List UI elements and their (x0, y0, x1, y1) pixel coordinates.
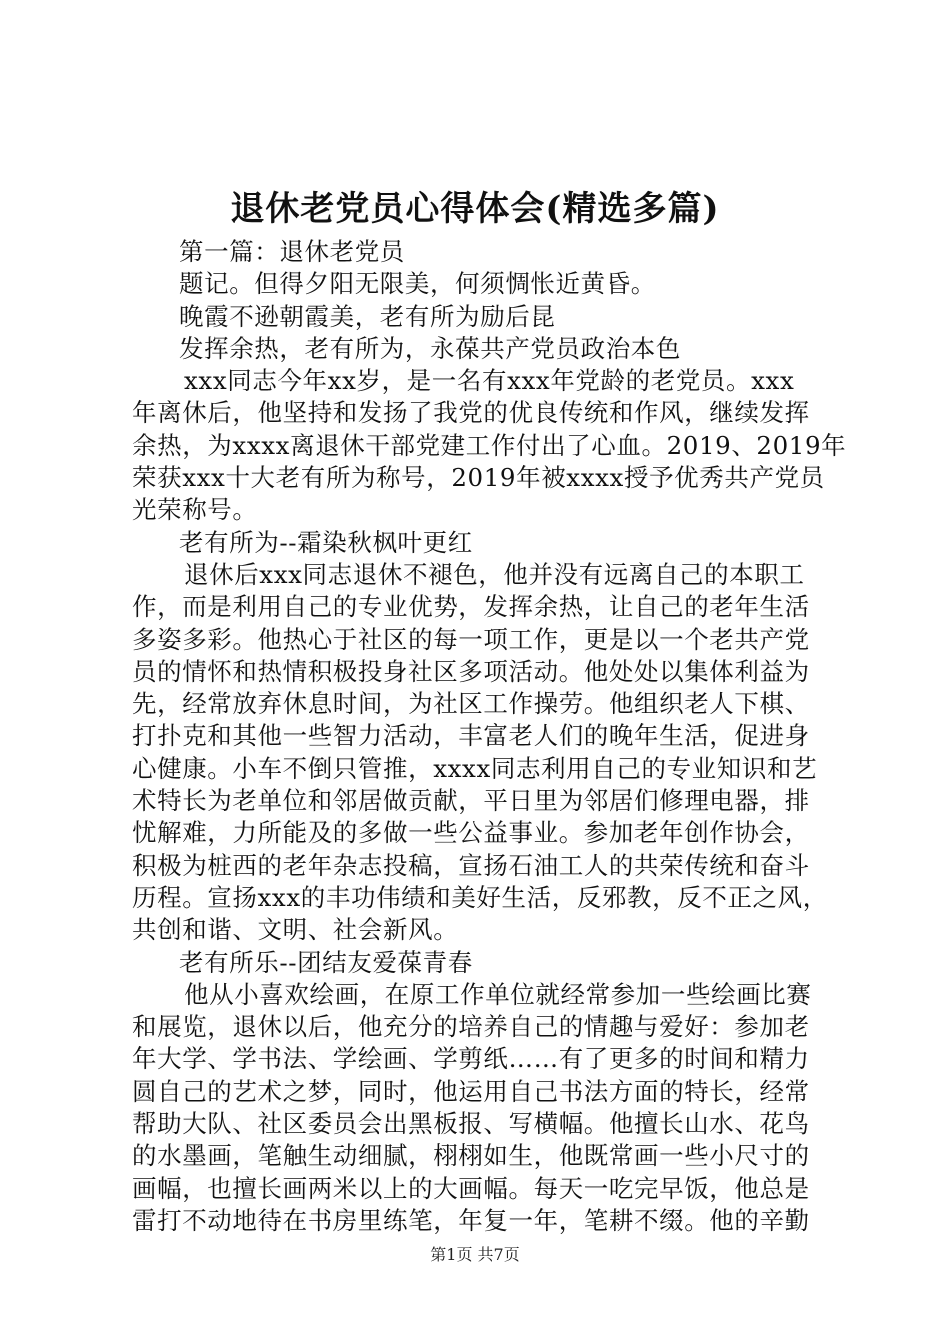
paragraph-line: 年大学、学书法、学绘画、学剪纸……有了更多的时间和精力 (132, 1044, 810, 1074)
paragraph-line: 荣获xxx十大老有所为称号，2019年被xxxx授予优秀共产党员 (132, 463, 825, 493)
paragraph-line: 发挥余热，老有所为，永葆共产党员政治本色 (179, 333, 681, 363)
paragraph-line: 打扑克和其他一些智力活动，丰富老人们的晚年生活，促进身 (132, 721, 810, 751)
paragraph-line: 忧解难，力所能及的多做一些公益事业。参加老年创作协会， (132, 818, 810, 848)
paragraph-line: 退休后xxx同志退休不褪色，他并没有远离自己的本职工 (184, 559, 805, 589)
paragraph-line: 老有所乐--团结友爱葆青春 (179, 947, 473, 977)
paragraph-line: 老有所为--霜染秋枫叶更红 (179, 527, 473, 557)
paragraph-line: xxx同志今年xx岁，是一名有xxx年党龄的老党员。xxx (184, 366, 795, 396)
paragraph-line: 共创和谐、文明、社会新风。 (132, 915, 459, 945)
paragraph-line: 和展览，退休以后，他充分的培养自己的情趣与爱好：参加老 (132, 1012, 810, 1042)
page-footer: 第1页 共7页 (430, 1245, 520, 1264)
paragraph-line: 晚霞不逊朝霞美，老有所为励后昆 (179, 301, 556, 331)
paragraph-line: 心健康。小车不倒只管推，xxxx同志利用自己的专业知识和艺 (132, 753, 818, 783)
paragraph-line: 题记。但得夕阳无限美，何须惆怅近黄昏。 (179, 269, 656, 299)
paragraph-line: 画幅，也擅长画两米以上的大画幅。每天一吃完早饭，他总是 (132, 1173, 810, 1203)
paragraph-line: 历程。宣扬xxx的丰功伟绩和美好生活，反邪教，反不正之风， (132, 882, 828, 912)
paragraph-line: 光荣称号。 (132, 495, 258, 525)
paragraph-line: 雷打不动地待在书房里练笔，年复一年，笔耕不缀。他的辛勤 (132, 1205, 810, 1235)
paragraph-line: 术特长为老单位和邻居做贡献，平日里为邻居们修理电器，排 (132, 786, 810, 816)
paragraph-line: 圆自己的艺术之梦，同时，他运用自己书法方面的特长，经常 (132, 1076, 810, 1106)
paragraph-line: 员的情怀和热情积极投身社区多项活动。他处处以集体利益为 (132, 656, 810, 686)
paragraph-line: 作，而是利用自己的专业优势，发挥余热，让自己的老年生活 (132, 592, 810, 622)
paragraph-line: 年离休后，他坚持和发扬了我党的优良传统和作风，继续发挥 (132, 398, 810, 428)
document-title: 退休老党员心得体会(精选多篇) (230, 189, 720, 229)
document-body (132, 236, 847, 1237)
paragraph-line: 帮助大队、社区委员会出黑板报、写横幅。他擅长山水、花鸟 (132, 1109, 810, 1139)
paragraph-line: 第一篇：退休老党员 (179, 237, 405, 266)
paragraph-line: 积极为桩西的老年杂志投稿，宣扬石油工人的共荣传统和奋斗 (132, 850, 810, 880)
paragraph-line: 余热，为xxxx离退休干部党建工作付出了心血。2019、2019年 (132, 430, 847, 460)
paragraph-line: 多姿多彩。他热心于社区的每一项工作，更是以一个老共产党 (132, 624, 810, 654)
paragraph-line: 他从小喜欢绘画，在原工作单位就经常参加一些绘画比赛 (184, 979, 812, 1009)
paragraph-line: 的水墨画，笔触生动细腻，栩栩如生，他既常画一些小尺寸的 (132, 1141, 810, 1171)
paragraph-line: 先，经常放弃休息时间，为社区工作操劳。他组织老人下棋、 (132, 689, 810, 719)
